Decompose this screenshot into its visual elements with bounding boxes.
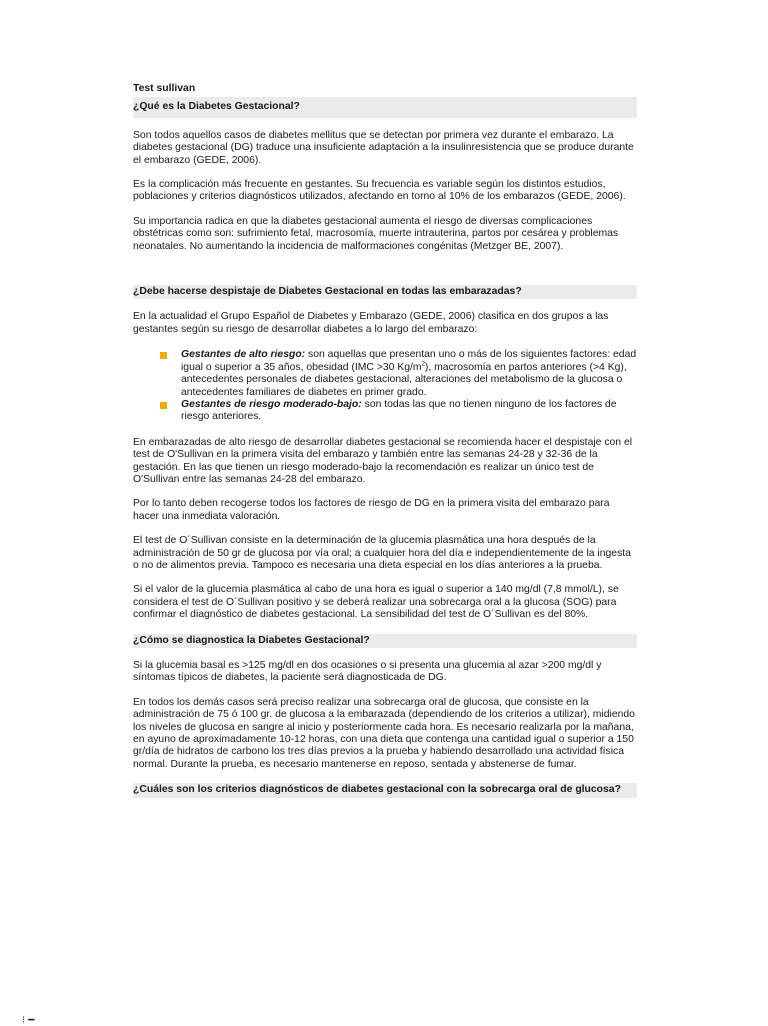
bullet-text: son aquellas que presentan uno o más de los siguientes factores: edad igual o superior a 35 años, obesidad (IMC >30 Kg/m [181, 349, 637, 373]
list-item [160, 399, 637, 424]
paragraph: Si el valor de la glucemia plasmática al cabo de una hora es igual o superior a 140 mg/dl (7,8 mmol/L), se considera el test de O´Sullivan positivo y se deberá realizar una sobrecarga oral a la glucosa (SOG) para confirmar el diagnóstico de diabetes gestacional. La sensibilidad del test de O´Sullivan es del 80%. [133, 584, 619, 621]
bullet-square-icon [160, 352, 167, 359]
paragraph: Es la complicación más frecuente en gestantes. Su frecuencia es variable según los distintos estudios, poblaciones y criterios diagnósticos utilizados, afectando en torno al 10% de los embarazos (GEDE, 2006). [133, 179, 626, 203]
paragraph: El test de O´Sullivan consiste en la determinación de la glucemia plasmática una hora después de la administración de 50 gr de glucosa por vía oral; a cualquier hora del día e independientemente de la ingesta o no de alimentos previa. Tampoco es necesaria una dieta especial en los días anteriores a la prueba. [133, 535, 631, 571]
bullet-text: son todas las que no tienen ninguno de los factores de riesgo anteriores. [181, 398, 617, 423]
section-heading-diagnostico: ¿Cómo se diagnostica la Diabetes Gestacional? [133, 634, 637, 648]
document-page [133, 83, 637, 798]
document-title: Test sullivan [133, 83, 196, 94]
paragraph: En todos los demás casos será preciso realizar una sobrecarga oral de glucosa, que consiste en la administración de 75 ó 100 gr. de glucosa a la embarazada (dependiendo de los criterios a utilizar), midiendo los niveles de glucosa en sangre al inicio y posteriormente cada hora. Es necesario realizarla por la mañana, en ayuno de aproximadamente 10-12 horas, con una dieta que contenga una cantidad igual o superior a 150 gr/día de hidratos de carbono los tres días previos a la prueba y habiendo desarrollado una actividad física normal. Durante la prueba, es necesario mantenerse en reposo, sentada y abstenerse de fumar. [133, 696, 635, 770]
section-heading-que-es: ¿Qué es la Diabetes Gestacional? [133, 97, 637, 117]
section-heading-despistaje: ¿Debe hacerse despistaje de Diabetes Gestacional en todas las embarazadas? [133, 285, 637, 299]
bullet-square-icon [160, 402, 167, 409]
superscript: 2 [421, 361, 425, 368]
paragraph: Si la glucemia basal es >125 mg/dl en dos ocasiones o si presenta una glucemia al azar >200 mg/dl y síntomas típicos de diabetes, la paciente será diagnosticada de DG. [133, 660, 602, 684]
bullet-term: Gestantes de riesgo moderado-bajo: [181, 398, 362, 410]
list-item [160, 349, 637, 399]
paragraph: En la actualidad el Grupo Español de Diabetes y Embarazo (GEDE, 2006) clasifica en dos grupos a las gestantes según su riesgo de desarrollar diabetes a lo largo del embarazo: [133, 311, 609, 335]
paragraph: En embarazadas de alto riesgo de desarrollar diabetes gestacional se recomienda hacer el despistaje con el test de O'Sullivan en la primera visita del embarazo y también entre las semanas 24-28 y 32-36 de la gestación. En las que tienen un riesgo moderado-bajo la recomendación es realizar un único test de O'Sullivan entre las semanas 24-28 del embarazo. [133, 436, 633, 485]
bullet-term: Gestantes de alto riesgo: [181, 349, 306, 361]
paragraph: Son todos aquellos casos de diabetes mellitus que se detectan por primera vez durante el embarazo. La diabetes gestacional (DG) traduce una insuficiente adaptación a la insulinresistencia que se produce durante el embarazo (GEDE, 2006). [133, 129, 634, 166]
paragraph: Por lo tanto deben recogerse todos los factores de riesgo de DG en la primera visita del embarazo para hacer una inmediata valoración. [133, 498, 610, 522]
paragraph: Su importancia radica en que la diabetes gestacional aumenta el riesgo de diversas complicaciones obstétricas como son: sufrimiento fetal, macrosomía, muerte intrauterina, partos por cesárea y problemas neonatales. No aumentando la incidencia de malformaciones congénitas (Metzger BE, 2007). [133, 215, 619, 252]
bullet-text-continued: ), macrosomía en partos anteriores (>4 Kg), antecedentes personales de diabetes gestacional, alteraciones del metabolismo de la glucosa o antecedentes familiares de diabetes en primer grado. [181, 361, 627, 398]
section-heading-criterios: ¿Cuáles son los criterios diagnósticos de diabetes gestacional con la sobrecarga oral de glucosa? [133, 783, 637, 797]
page-corner-mark: ⁝ ━ [22, 1015, 35, 1026]
risk-groups-list [133, 349, 637, 423]
